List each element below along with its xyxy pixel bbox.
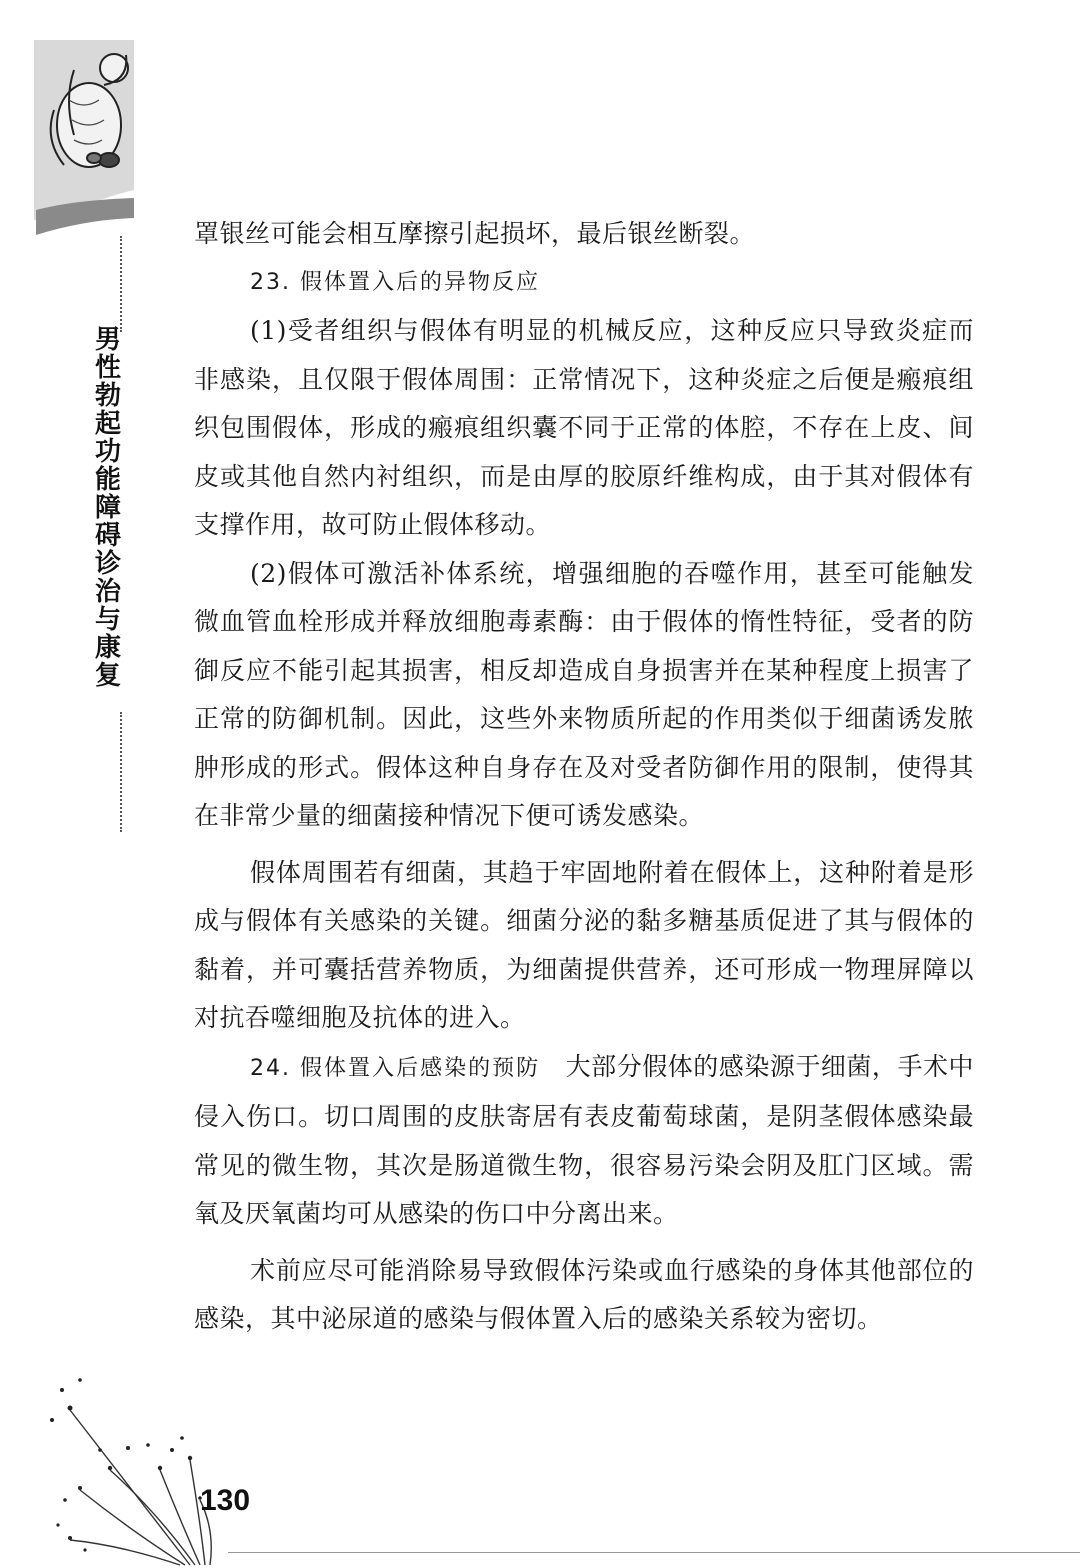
- body-text: [194, 210, 974, 1344]
- paragraph-complement-activation: (2)假体可激活补体系统，增强细胞的吞噬作用，甚至可能触发微血管血栓形成并释放细胞毒素酶：由于假体的惰性特征，受者的防御反应不能引起其损害，相反却造成自身损害并在某种程度上损害了正常的防御机制。因此，这些外来物质所起的作用类似于细菌诱发脓肿形成的形式。假体这种自身存在及对受者防御作用的限制，使得其在非常少量的细菌接种情况下便可诱发感染。: [194, 558, 974, 830]
- paragraph-bacteria-adhesion: 假体周围若有细菌，其趋于牢固地附着在假体上，这种附着是形成与假体有关感染的关键。细菌分泌的黏多糖基质促进了其与假体的黏着，并可囊括营养物质，为细菌提供营养，还可形成一物理屏障以对抗吞噬细胞及抗体的进入。: [194, 857, 974, 1032]
- paragraph-continuation: 罩银丝可能会相互摩擦引起损坏，最后银丝断裂。: [194, 219, 756, 248]
- paragraph-infection-source: 大部分假体的感染源于细菌，手术中侵入伤口。切口周围的皮肤寄居有表皮葡萄球菌，是阴茎假体感染最常见的微生物，其次是肠道微生物，很容易污染会阴及肛门区域。需氧及厌氧菌均可从感染的伤口中分离出来。: [194, 1051, 974, 1228]
- section-heading-23: 23. 假体置入后的异物反应: [250, 269, 540, 295]
- margin-dotted-rule-upper: [120, 236, 122, 332]
- paragraph-preoperative: 术前应尽可能消除易导致假体污染或血行感染的身体其他部位的感染，其中泌尿道的感染与假体置入后的感染关系较为密切。: [194, 1255, 974, 1333]
- bottom-rule: [228, 1552, 1080, 1553]
- header-illustration: [34, 40, 134, 250]
- section-heading-24: 24. 假体置入后感染的预防: [250, 1055, 541, 1081]
- margin-dotted-rule-lower: [120, 712, 122, 832]
- fireworks-decoration: [40, 1350, 230, 1568]
- series-title: 男性勃起功能障碍诊治与康复: [94, 325, 121, 691]
- paragraph-infection-prevention: [194, 1043, 974, 1239]
- page-number: 130: [200, 1484, 251, 1517]
- paragraph-mechanical-reaction: (1)受者组织与假体有明显的机械反应，这种反应只导致炎症而非感染，且仅限于假体周围：正常情况下，这种炎症之后便是瘢痕组织包围假体，形成的瘢痕组织囊不同于正常的体腔，不存在上皮、间皮或其他自然内衬组织，而是由厚的胶原纤维构成，由于其对假体有支撑作用，故可防止假体移动。: [194, 316, 974, 539]
